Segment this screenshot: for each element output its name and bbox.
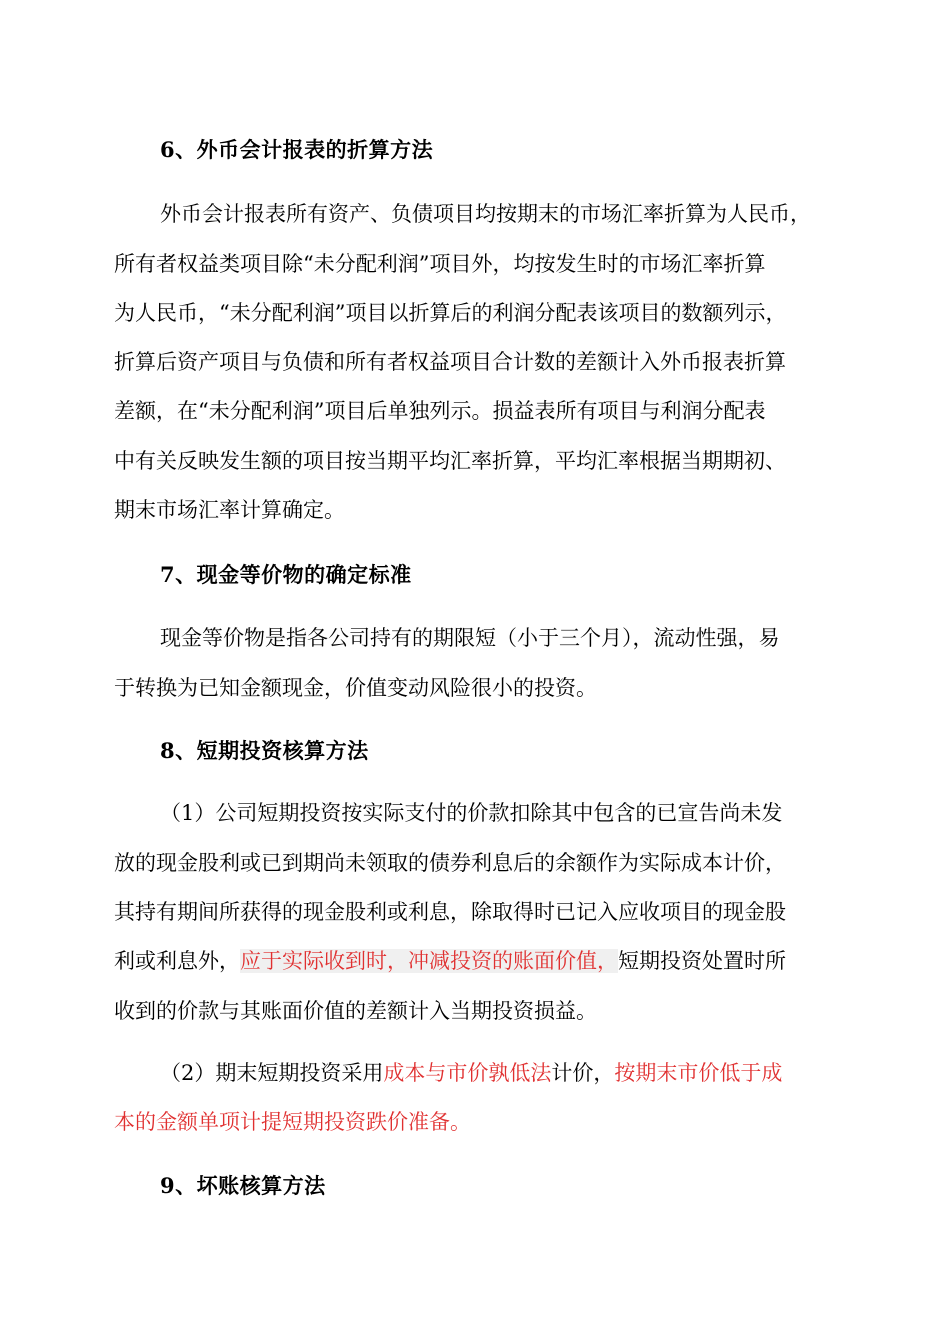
section-8-p1-line-5: 收到的价款与其账面价值的差额计入当期投资损益。 <box>114 999 597 1023</box>
section-8-red-highlight-text: 应于实际收到时，冲减投资的账面价值， <box>240 949 618 973</box>
section-7-line-1: 现金等价物是指各公司持有的期限短（小于三个月），流动性强，易 <box>160 626 780 650</box>
section-8-p1-line-4-end: 短期投资处置时所 <box>618 949 786 973</box>
section-8-p1-line-4-start: 利或利息外， <box>114 949 240 973</box>
section-8-p1-line-1: （1）公司短期投资按实际支付的价款扣除其中包含的已宣告尚未发 <box>160 801 783 825</box>
section-8-heading: 8、短期投资核算方法 <box>160 738 369 763</box>
section-8-p1-line-3: 其持有期间所获得的现金股利或利息，除取得时已记入应收项目的现金股 <box>114 900 786 924</box>
section-6-line-4: 折算后资产项目与负债和所有者权益项目合计数的差额计入外币报表折算 <box>114 350 786 374</box>
section-8-p1-line-2: 放的现金股利或已到期尚未领取的债券利息后的余额作为实际成本计价， <box>114 851 786 875</box>
section-6-line-1: 外币会计报表所有资产、负债项目均按期末的市场汇率折算为人民币， <box>160 202 811 226</box>
section-9-heading: 9、坏账核算方法 <box>160 1173 326 1198</box>
section-8-p2-red-provision-start: 按期末市价低于成 <box>614 1061 783 1085</box>
section-6-line-2: 所有者权益类项目除“未分配利润”项目外，均按发生时的市场汇率折算 <box>114 252 766 276</box>
section-6-line-5: 差额，在“未分配利润”项目后单独列示。损益表所有项目与利润分配表 <box>114 399 766 423</box>
section-6-line-7: 期末市场汇率计算确定。 <box>114 498 345 522</box>
section-7-line-2: 于转换为已知金额现金，价值变动风险很小的投资。 <box>114 676 597 700</box>
section-8-p2-red-method: 成本与市价孰低法 <box>383 1061 552 1085</box>
section-6-line-3: 为人民币，“未分配利润”项目以折算后的利润分配表该项目的数额列示， <box>114 301 787 325</box>
section-8-p2-line-2: 本的金额单项计提短期投资跌价准备。 <box>114 1110 471 1134</box>
section-8-p2-line-1-mid: 计价， <box>551 1061 615 1085</box>
section-6-heading: 6、外币会计报表的折算方法 <box>160 137 434 162</box>
section-8-p2-line-1-start: （2）期末短期投资采用 <box>160 1061 384 1085</box>
section-7-heading: 7、现金等价物的确定标准 <box>160 562 412 587</box>
section-8-p1-line-4 <box>114 946 840 976</box>
section-8-p2-line-1 <box>160 1058 840 1088</box>
section-6-line-6: 中有关反映发生额的项目按当期平均汇率折算，平均汇率根据当期期初、 <box>114 449 786 473</box>
